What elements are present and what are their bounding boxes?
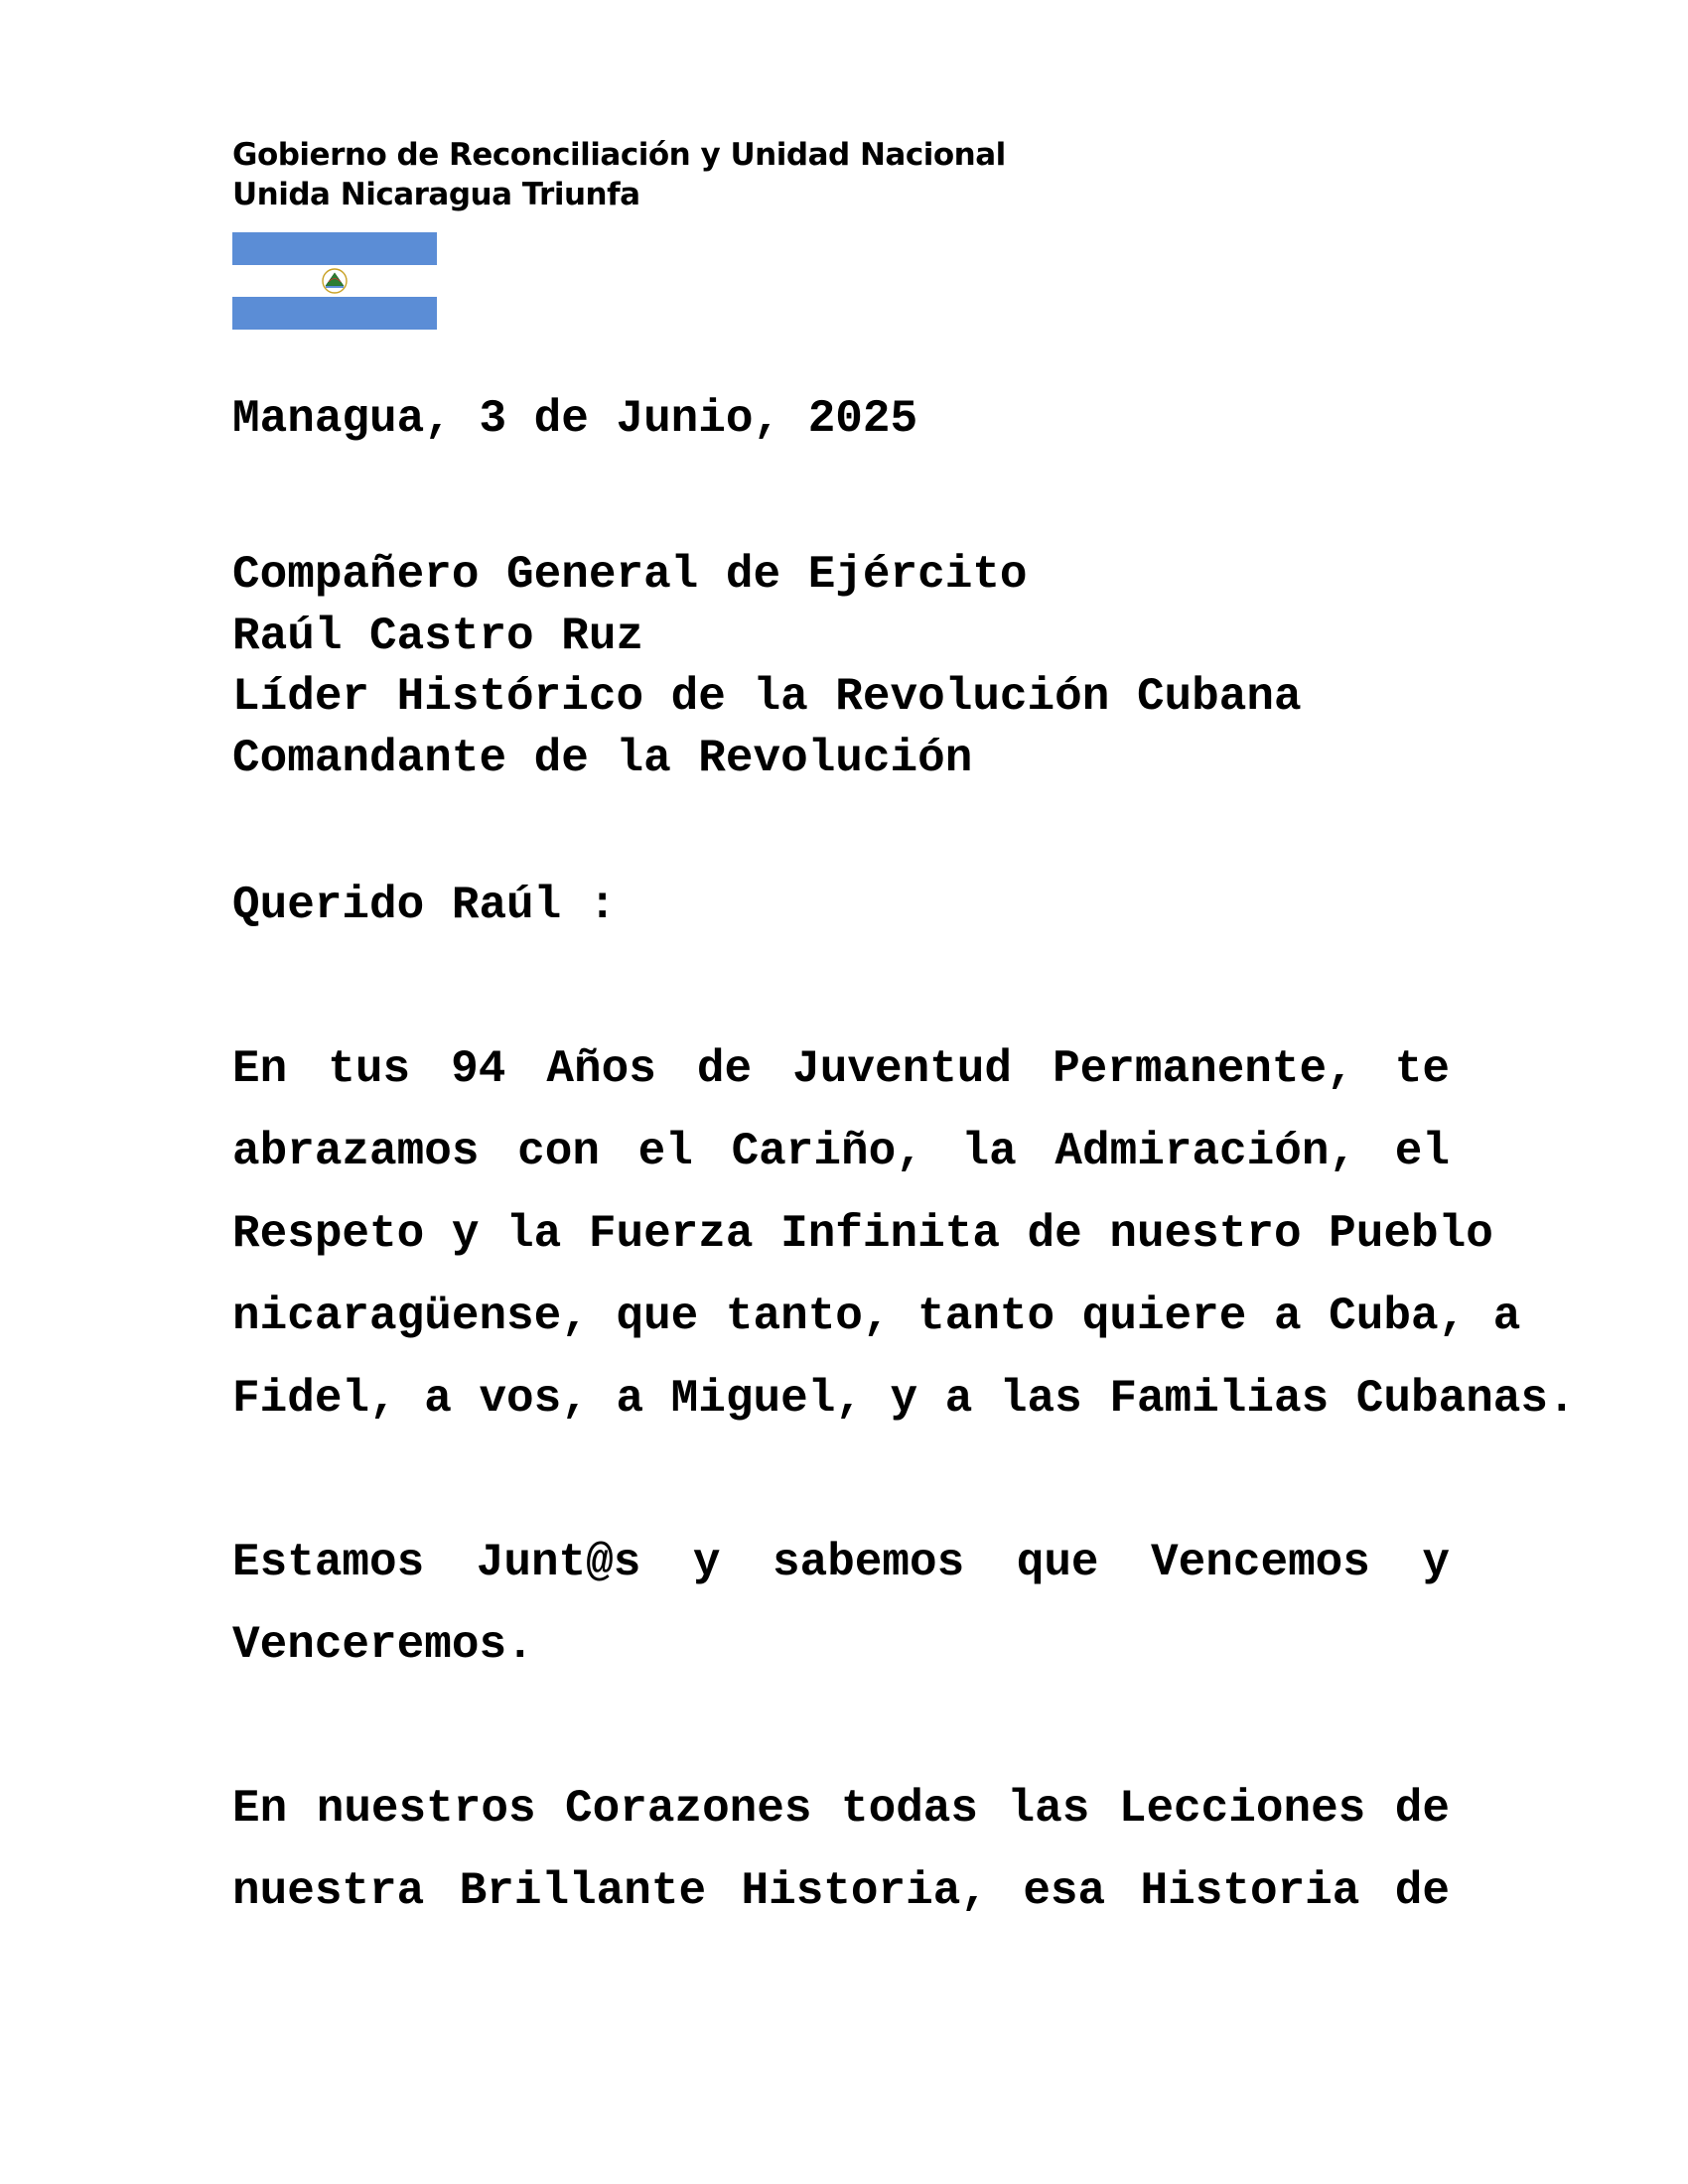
paragraph-line: En nuestros Corazones todas las Lecciones de bbox=[232, 1783, 1450, 1835]
paragraph-line: Estamos Junt@s y sabemos que Vencemos y bbox=[232, 1537, 1450, 1588]
body-paragraph bbox=[232, 1768, 1450, 1933]
recipient-line: Raúl Castro Ruz bbox=[232, 610, 644, 662]
letterhead-government-name: Gobierno de Reconciliación y Unidad Nacional bbox=[232, 137, 1006, 173]
body-paragraph bbox=[232, 1522, 1450, 1687]
paragraph-line: abrazamos con el Cariño, la Admiración, el bbox=[232, 1126, 1450, 1177]
flag-bottom-stripe bbox=[232, 297, 437, 330]
recipient-line: Compañero General de Ejército bbox=[232, 549, 1028, 601]
paragraph-line: Respeto y la Fuerza Infinita de nuestro Pueblo bbox=[232, 1208, 1493, 1260]
salutation: Querido Raúl : bbox=[232, 880, 617, 931]
flag-top-stripe bbox=[232, 232, 437, 265]
paragraph-line: En tus 94 Años de Juventud Permanente, te bbox=[232, 1043, 1450, 1095]
recipient-block bbox=[232, 545, 1302, 789]
paragraph-line: Venceremos. bbox=[232, 1619, 534, 1671]
paragraph-line: nuestra Brillante Historia, esa Historia de bbox=[232, 1865, 1450, 1917]
recipient-line: Comandante de la Revolución bbox=[232, 732, 973, 784]
paragraph-line: nicaragüense, que tanto, tanto quiere a Cuba, a bbox=[232, 1291, 1521, 1342]
letterhead-slogan: Unida Nicaragua Triunfa bbox=[232, 177, 640, 212]
recipient-line: Líder Histórico de la Revolución Cubana bbox=[232, 671, 1302, 723]
coat-of-arms-icon bbox=[316, 267, 353, 295]
letter-date: Managua, 3 de Junio, 2025 bbox=[232, 393, 918, 445]
paragraph-line: Fidel, a vos, a Miguel, y a las Familias Cubanas. bbox=[232, 1373, 1576, 1425]
nicaragua-flag-icon bbox=[232, 232, 437, 330]
letterhead bbox=[232, 135, 1006, 214]
body-paragraph bbox=[232, 1028, 1576, 1440]
